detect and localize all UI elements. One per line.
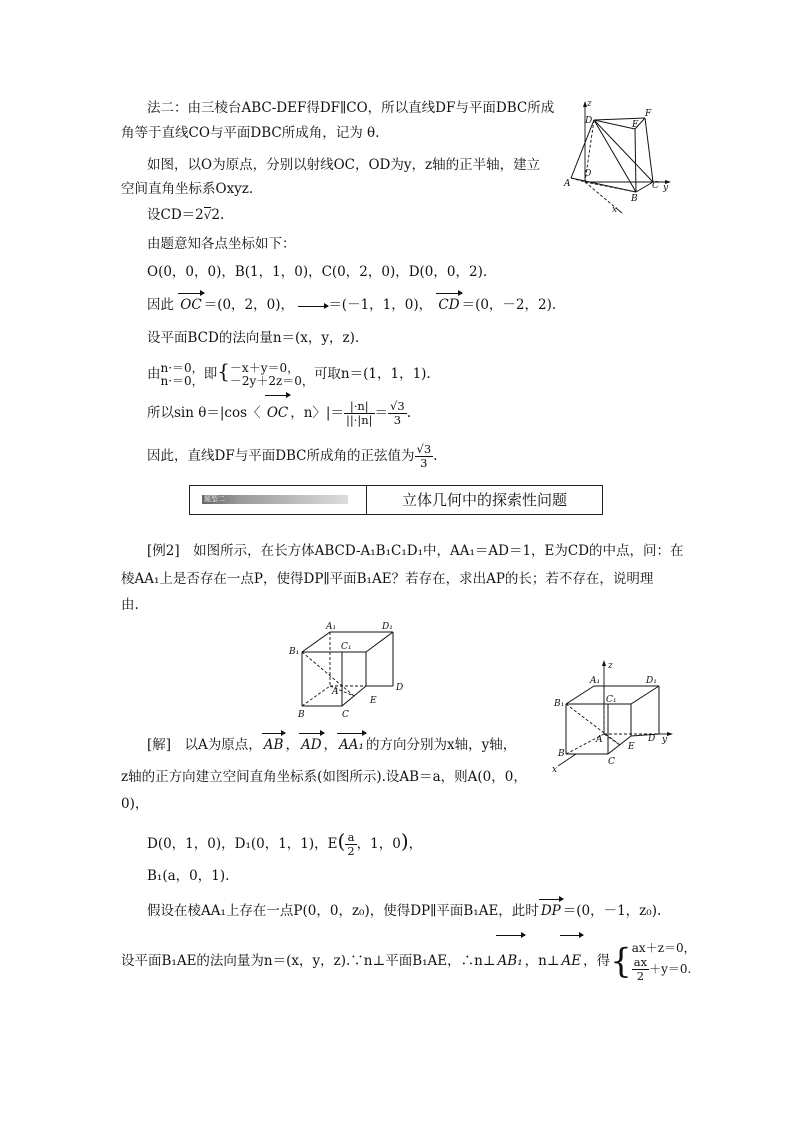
- fig3-label-B: B: [558, 749, 565, 759]
- fig1-label-D: D: [585, 116, 593, 126]
- text-8d: ＝(0，－2，2).: [461, 297, 557, 313]
- fig1-label-y: y: [663, 183, 669, 193]
- fig1-label-z: z: [587, 99, 592, 109]
- text-line-1: 法二：由三棱台ABC-DEF得DF∥CO，所以直线DF与平面DBC所成: [147, 100, 555, 116]
- sol-4b: ，1，0: [356, 836, 401, 852]
- vector-OC-2: OC: [265, 398, 290, 428]
- text-line-5: [147, 206, 224, 224]
- solution-line-2: z轴的正方向建立空间直角坐标系(如图所示).设AB＝a，则A(0，0，: [121, 769, 527, 785]
- section-header: [189, 485, 603, 515]
- text-10b: 即: [203, 366, 218, 382]
- text-8b: ＝(0，2，0)，: [203, 297, 295, 313]
- fig3-label-D1: D₁: [646, 676, 657, 686]
- solution-line-6: [147, 902, 661, 920]
- text-10a: 由: [147, 366, 161, 382]
- sol-7e1: ax＋z＝0，: [631, 940, 696, 955]
- text-8c: ＝(－1，1，0)，: [328, 297, 433, 313]
- sol-7e2b: ＋y＝0.: [649, 961, 692, 976]
- fig1-label-A: A: [564, 179, 571, 189]
- fig1-label-O: O: [584, 169, 592, 179]
- vector-AB: AB: [263, 737, 284, 753]
- sqrt-sign: √: [203, 208, 212, 222]
- text-line-7: O(0，0，0)，B(1，1，0)，C(0，2，0)，D(0，0，2).: [147, 264, 488, 280]
- text-11a: 所以sin θ＝|cos〈: [147, 405, 261, 421]
- fig2-label-D: D: [396, 683, 404, 693]
- text-line-5a: 设CD＝2: [147, 207, 204, 223]
- vector-AB1: AB₁: [496, 938, 525, 984]
- text-10s4: －2y＋2z＝0，: [229, 373, 314, 388]
- fig2-label-C: C: [342, 710, 349, 720]
- text-10s3: －x＋y＝0，: [229, 360, 300, 375]
- example-line-3: 由.: [121, 597, 139, 613]
- fig3-label-E: E: [628, 742, 635, 752]
- fig1-label-F: F: [645, 109, 652, 119]
- fig2-label-B1: B₁: [289, 647, 300, 657]
- fig3-label-C1: C₁: [606, 695, 617, 705]
- text-line-10: 由 n·＝0， n·＝0， 即{ －x＋y＝0， －2y＋2z＝0， 可取n＝(1，1，1).: [147, 359, 431, 388]
- fig3-label-C: C: [608, 757, 615, 767]
- solution-line-5: B₁(a，0，1).: [147, 868, 230, 884]
- example-line-2: 棱AA₁上是否存在一点P，使得DP∥平面B₁AE？若存在，求出AP的长；若不存在，说明理: [121, 571, 654, 587]
- text-line-3: 如图，以O为原点，分别以射线OC，OD为y，z轴的正半轴，建立: [147, 157, 541, 173]
- sol-1c: ，: [323, 737, 338, 753]
- text-line-6: 由题意知各点坐标如下：: [147, 236, 296, 252]
- fig1-label-B: B: [631, 194, 638, 204]
- fig2-label-C1: C₁: [341, 642, 352, 652]
- fig2-label-E: E: [370, 696, 377, 706]
- sol-6b: ＝(0，－1，z₀).: [562, 903, 662, 919]
- vector-AA1: AA₁: [339, 737, 364, 753]
- sol-7a: 设平面B₁AE的法向量为n＝(x，y，z).∵n⊥平面B₁AE，∴n⊥: [121, 953, 496, 969]
- fig3-label-x: x: [552, 765, 558, 775]
- section-tag-bar: [202, 495, 348, 504]
- fig3-label-A1: A₁: [590, 676, 601, 686]
- vector-DP: DP: [540, 903, 561, 919]
- text-line-9: 设平面BCD的法向量n＝(x，y，z).: [147, 330, 360, 346]
- section-tag-label: 题型二: [204, 495, 225, 503]
- sol-1b: ，: [285, 737, 299, 753]
- fig1-label-x: x: [612, 205, 618, 215]
- fig2-label-B: B: [298, 710, 305, 720]
- vector-AE: AE: [560, 938, 584, 984]
- sol-6a: 假设在棱AA₁上存在一点P(0，0，z₀)，使得DP∥平面B₁AE，此时: [147, 903, 539, 919]
- sol-4c: ，: [408, 836, 423, 852]
- fig1-label-C: C: [652, 181, 659, 191]
- fraction-a-over-2: $\frac{a}{2}$: [347, 830, 355, 858]
- solution-line-4: D(0，1，0)，D₁(0，1，1)，E( $\frac{a}{2}$ ，1，0)，: [147, 829, 423, 858]
- sol-7c: ，得: [583, 953, 611, 969]
- fig3-label-B1: B₁: [554, 699, 565, 709]
- text-12b: .: [433, 448, 438, 464]
- fraction-sqrt3-over-3: $\frac{√3}{3}$: [390, 399, 405, 427]
- fig2-label-D1: D₁: [382, 622, 393, 632]
- fraction-cos: $\frac{|\cdot n|}{||\cdot|n|}$: [345, 399, 373, 427]
- frustum-figure: [556, 98, 676, 216]
- cuboid-axes-figure: [548, 656, 678, 776]
- sol-1a: [解] 以A为原点，: [147, 737, 262, 753]
- sol-4a: D(0，1，0)，D₁(0，1，1)，E: [147, 836, 338, 852]
- text-11b: ，n〉|＝: [290, 405, 344, 421]
- text-line-12: [147, 441, 437, 471]
- fraction-ax-over-2: $\frac{ax}{2}$: [633, 954, 648, 983]
- solution-line-3: 0)，: [121, 796, 149, 812]
- sol-7b: ，n⊥: [524, 953, 560, 969]
- fig3-label-A: A: [596, 735, 603, 745]
- fig3-label-y: y: [662, 735, 668, 745]
- vector-AD: AD: [300, 737, 322, 753]
- text-12a: 因此，直线DF与平面DBC所成角的正弦值为: [147, 448, 415, 464]
- text-line-11: [147, 398, 411, 428]
- fig3-label-z: z: [608, 661, 613, 671]
- fig2-label-A1: A₁: [326, 622, 337, 632]
- solution-line-7: 设平面B₁AE的法向量为n＝(x，y，z).∵n⊥平面B₁AE，∴n⊥ AB₁ ，n⊥ AE ，得{ ax＋z＝0， $\frac{ax}{2}$ ＋y＝0.: [121, 938, 696, 985]
- text-line-2: 角等于直线CO与平面DBC所成角，记为 θ.: [121, 125, 380, 141]
- section-title: 立体几何中的探索性问题: [401, 491, 567, 509]
- fig2-label-A: A: [332, 687, 339, 697]
- text-line-5b: 2.: [211, 207, 225, 223]
- text-11c: ＝: [374, 405, 389, 421]
- text-10s2: n·＝0，: [160, 373, 204, 388]
- fraction-answer: $\frac{√3}{3}$: [416, 442, 432, 470]
- fig3-label-D: D: [648, 734, 656, 744]
- example-line-1: [例2] 如图所示，在长方体ABCD-A₁B₁C₁D₁中，AA₁＝AD＝1，E为CD的中点，问：在: [147, 543, 684, 559]
- solution-line-1: [147, 736, 516, 754]
- section-tag-cell: [190, 486, 367, 514]
- sol-1d: 的方向分别为x轴，y轴，: [365, 737, 517, 753]
- text-10s1: n·＝0，: [160, 360, 204, 375]
- text-8a: 因此: [147, 297, 174, 313]
- vector-CD: CD: [438, 297, 460, 313]
- cuboid-figure: [286, 620, 406, 720]
- text-11d: .: [406, 405, 411, 421]
- text-10c: 可取n＝(1，1，1).: [313, 366, 431, 382]
- text-line-8: [147, 296, 556, 314]
- fig1-label-E: E: [632, 120, 639, 130]
- vector-OC: OC: [180, 297, 202, 313]
- text-line-4: 空间直角坐标系Oxyz.: [121, 181, 254, 197]
